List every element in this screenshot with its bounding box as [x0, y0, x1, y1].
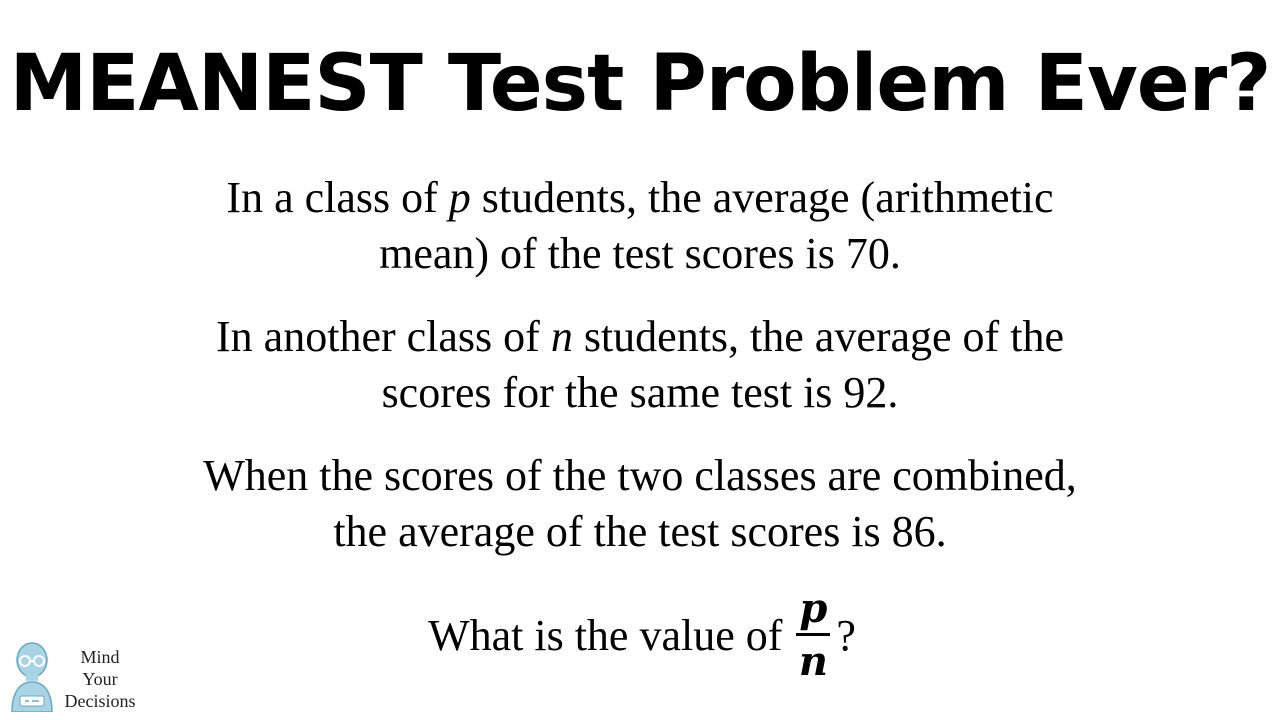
presenter-avatar-icon [10, 640, 58, 712]
logo-line-your: Your [82, 669, 118, 689]
text-segment: students, the average (arithmetic [470, 173, 1054, 222]
fraction-numerator: p [799, 584, 828, 632]
paragraph-1-line-1 [140, 170, 1140, 226]
text-segment: In another class of [216, 312, 551, 361]
variable-n: n [550, 312, 573, 361]
question-text: What is the value of [428, 610, 783, 660]
fraction-bar [796, 633, 830, 636]
logo-text [60, 646, 140, 712]
paragraph-3-line-1: When the scores of the two classes are combined, [203, 451, 1077, 500]
logo-line-decisions: Decisions [64, 691, 136, 711]
variable-p: p [448, 173, 471, 222]
page-title: MEANEST Test Problem Ever? [9, 39, 1271, 129]
question [0, 585, 1280, 685]
problem-paragraph-3 [140, 448, 1140, 560]
text-segment: students, the average of the [572, 312, 1064, 361]
logo-line-mind: Mind [80, 647, 120, 667]
paragraph-2-line-2: scores for the same test is 92. [381, 368, 899, 417]
paragraph-1-line-2: mean) of the test scores is 70. [379, 229, 901, 278]
problem-paragraph-1 [140, 170, 1140, 282]
paragraph-3-line-2: the average of the test scores is 86. [333, 507, 947, 556]
problem-paragraph-2 [140, 309, 1140, 421]
fraction-p-over-n [796, 584, 830, 685]
text-segment: In a class of [226, 173, 449, 222]
mind-your-decisions-logo [8, 638, 148, 714]
paragraph-2-line-1 [140, 309, 1140, 365]
fraction-denominator: n [798, 637, 828, 685]
question-mark: ? [836, 610, 856, 660]
